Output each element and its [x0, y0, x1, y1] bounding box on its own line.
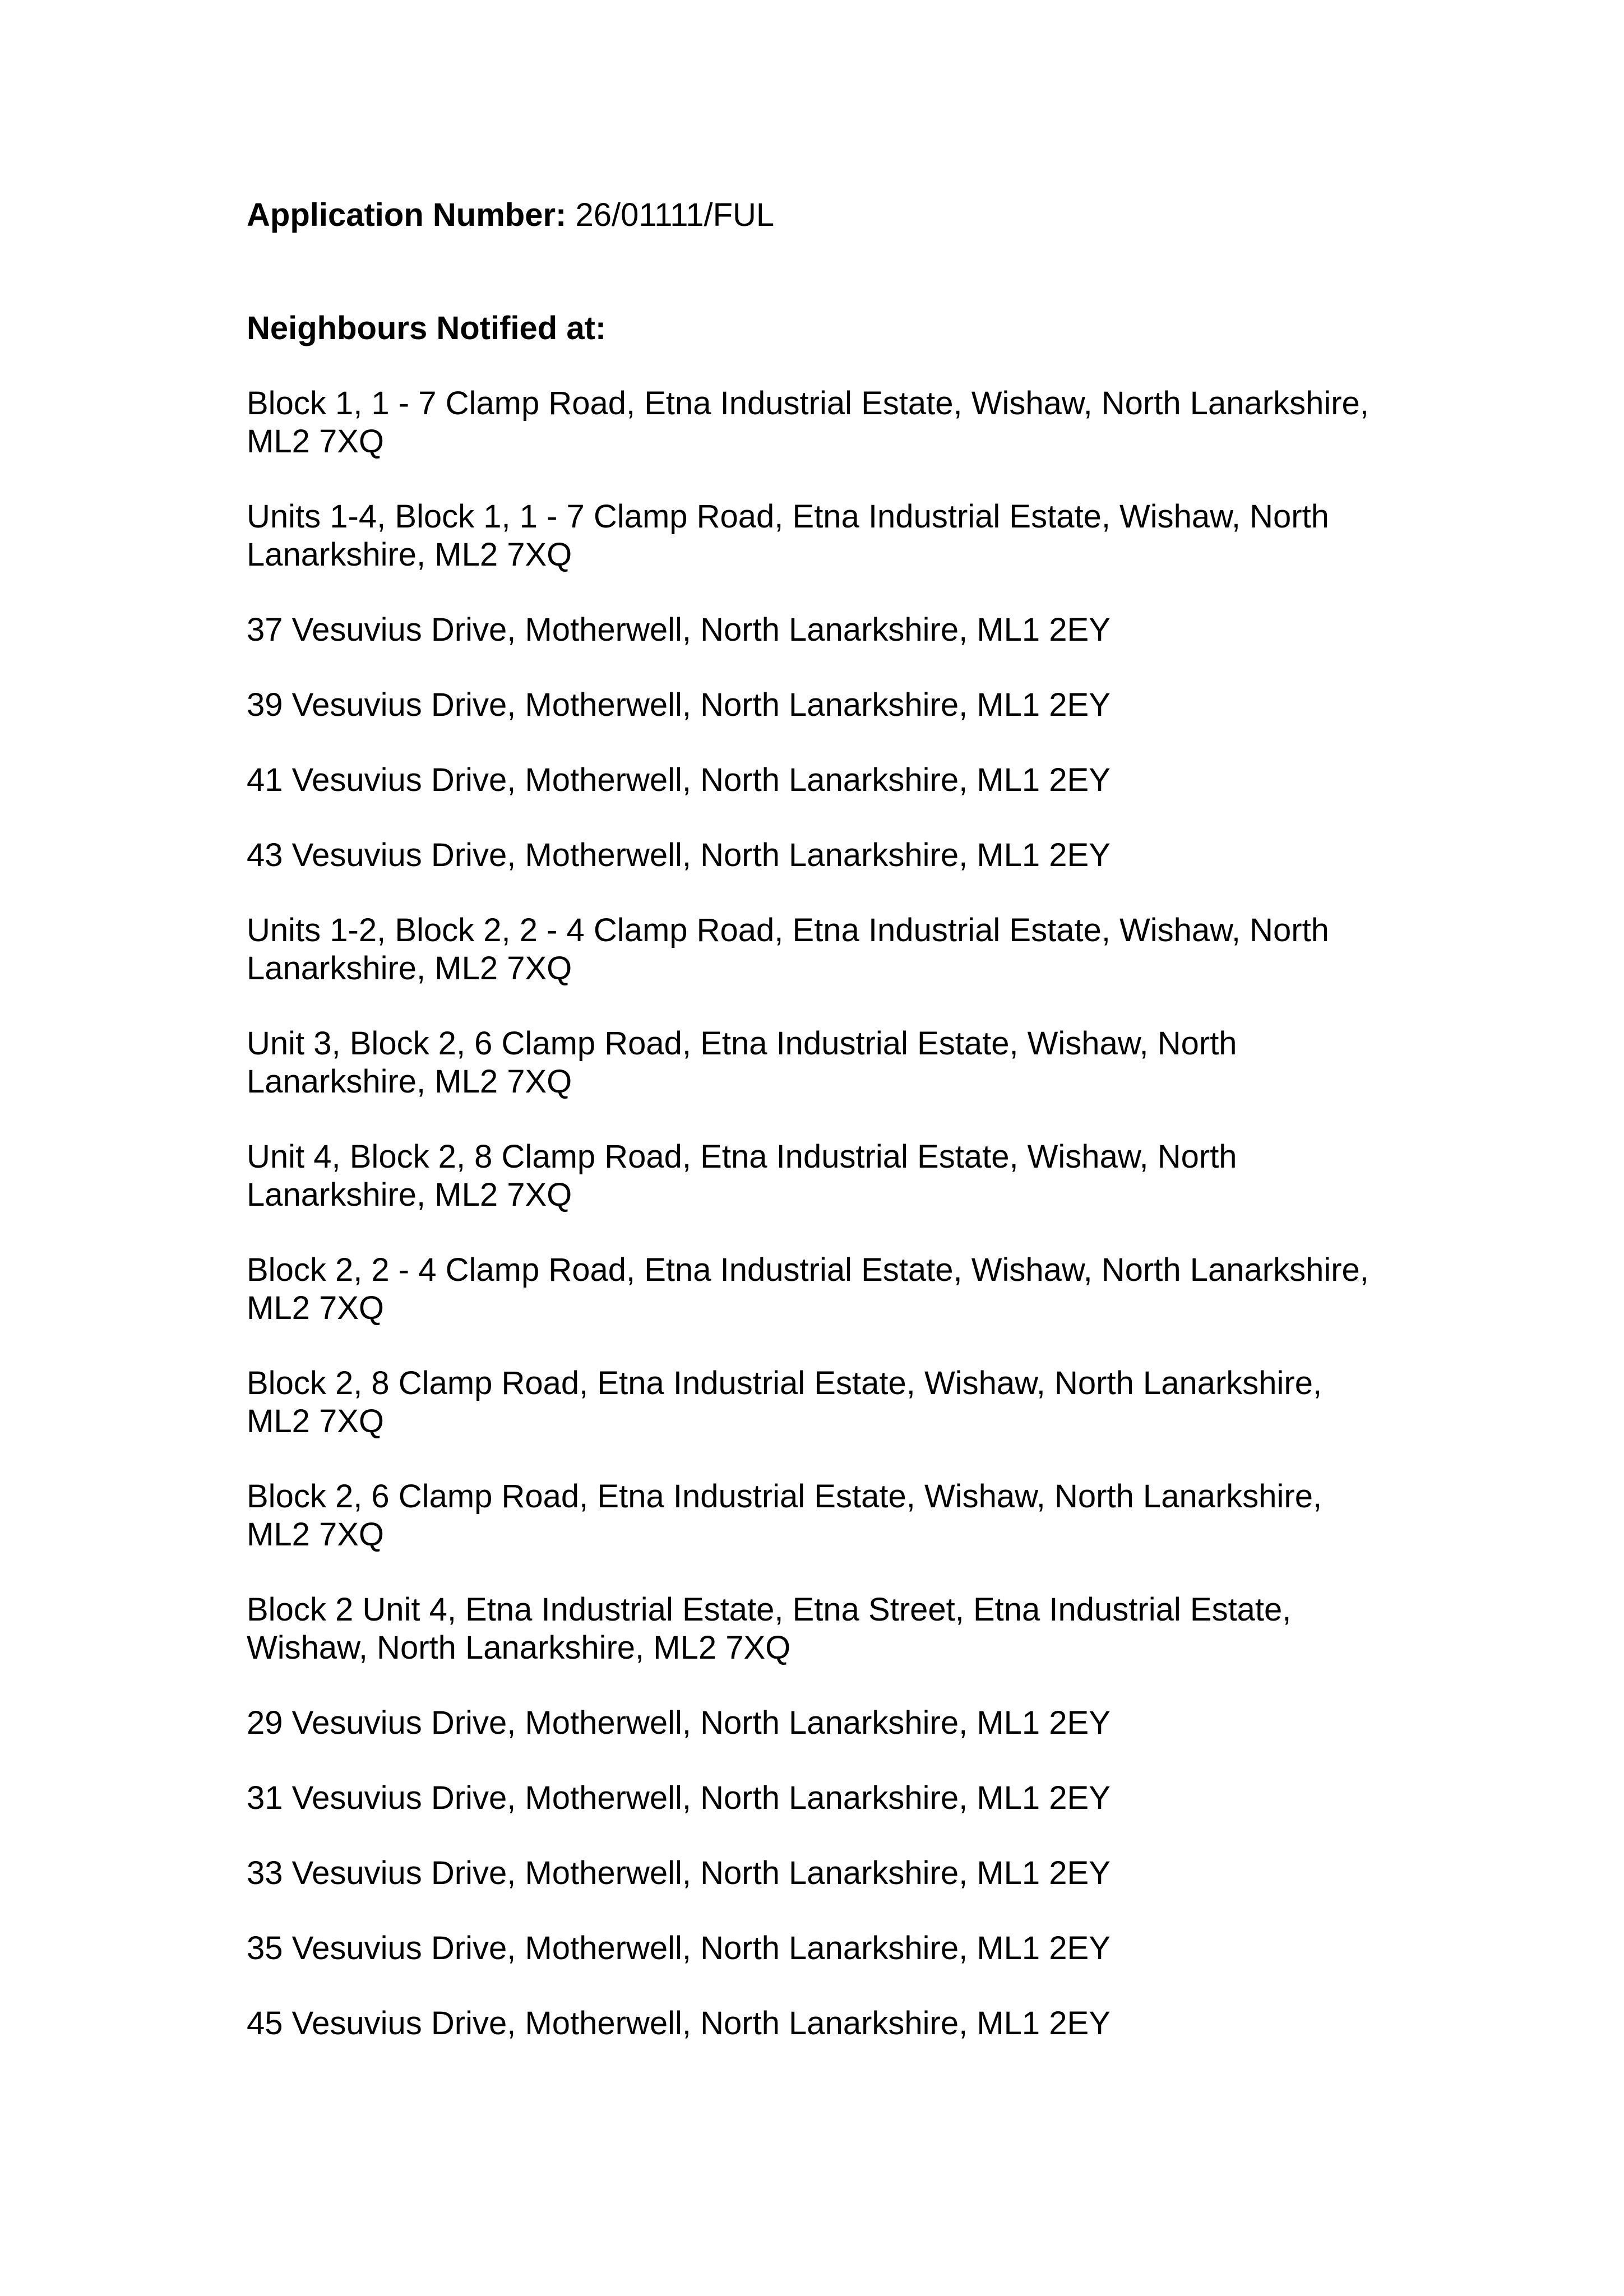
address-item — [247, 1251, 1413, 1327]
address-line: Lanarkshire, ML2 7XQ — [247, 950, 572, 987]
address-item — [247, 836, 1413, 874]
address-list — [247, 385, 1413, 2043]
application-number-line — [247, 196, 1413, 234]
address-item — [247, 498, 1413, 574]
address-line: 45 Vesuvius Drive, Motherwell, North Lanarkshire, ML1 2EY — [247, 2005, 1111, 2042]
address-line: ML2 7XQ — [247, 1516, 384, 1553]
address-item — [247, 1138, 1413, 1214]
address-line: Block 1, 1 - 7 Clamp Road, Etna Industrial Estate, Wishaw, North Lanarkshire, — [247, 385, 1369, 422]
address-line: Lanarkshire, ML2 7XQ — [247, 536, 572, 573]
address-line: Units 1-4, Block 1, 1 - 7 Clamp Road, Etna Industrial Estate, Wishaw, North — [247, 498, 1329, 535]
address-item — [247, 1025, 1413, 1101]
address-item — [247, 2005, 1413, 2043]
address-line: Lanarkshire, ML2 7XQ — [247, 1063, 572, 1100]
application-number-value: 26/01111/FUL — [575, 197, 775, 233]
address-line: ML2 7XQ — [247, 423, 384, 460]
address-item — [247, 1591, 1413, 1667]
address-line: ML2 7XQ — [247, 1290, 384, 1326]
address-item — [247, 385, 1413, 461]
address-item — [247, 761, 1413, 799]
address-line: Block 2, 6 Clamp Road, Etna Industrial Estate, Wishaw, North Lanarkshire, — [247, 1478, 1322, 1515]
address-line: Block 2, 8 Clamp Road, Etna Industrial Estate, Wishaw, North Lanarkshire, — [247, 1365, 1322, 1401]
address-line: Wishaw, North Lanarkshire, ML2 7XQ — [247, 1630, 791, 1666]
address-line: Lanarkshire, ML2 7XQ — [247, 1177, 572, 1213]
address-line: ML2 7XQ — [247, 1403, 384, 1439]
address-item — [247, 1364, 1413, 1441]
address-line: 31 Vesuvius Drive, Motherwell, North Lanarkshire, ML1 2EY — [247, 1780, 1111, 1816]
address-line: Block 2 Unit 4, Etna Industrial Estate, Etna Street, Etna Industrial Estate, — [247, 1591, 1292, 1628]
address-item — [247, 1779, 1413, 1817]
address-item — [247, 911, 1413, 988]
address-item — [247, 1929, 1413, 1968]
address-item — [247, 686, 1413, 724]
address-line: Units 1-2, Block 2, 2 - 4 Clamp Road, Etna Industrial Estate, Wishaw, North — [247, 912, 1329, 948]
address-item — [247, 1478, 1413, 1554]
application-number-label: Application Number: — [247, 197, 567, 233]
address-line: 33 Vesuvius Drive, Motherwell, North Lanarkshire, ML1 2EY — [247, 1855, 1111, 1891]
address-item — [247, 1854, 1413, 1892]
address-line: 43 Vesuvius Drive, Motherwell, North Lanarkshire, ML1 2EY — [247, 837, 1111, 873]
address-line: Unit 4, Block 2, 8 Clamp Road, Etna Industrial Estate, Wishaw, North — [247, 1138, 1237, 1175]
document-page — [247, 196, 1413, 2080]
neighbours-heading: Neighbours Notified at: — [247, 310, 607, 346]
address-line: 35 Vesuvius Drive, Motherwell, North Lanarkshire, ML1 2EY — [247, 1930, 1111, 1966]
address-line: 39 Vesuvius Drive, Motherwell, North Lanarkshire, ML1 2EY — [247, 687, 1111, 723]
address-item — [247, 1704, 1413, 1742]
address-line: Unit 3, Block 2, 6 Clamp Road, Etna Industrial Estate, Wishaw, North — [247, 1025, 1237, 1062]
address-line: Block 2, 2 - 4 Clamp Road, Etna Industrial Estate, Wishaw, North Lanarkshire, — [247, 1252, 1369, 1288]
address-line: 29 Vesuvius Drive, Motherwell, North Lanarkshire, ML1 2EY — [247, 1705, 1111, 1741]
address-line: 41 Vesuvius Drive, Motherwell, North Lanarkshire, ML1 2EY — [247, 762, 1111, 798]
address-line: 37 Vesuvius Drive, Motherwell, North Lanarkshire, ML1 2EY — [247, 612, 1111, 648]
address-item — [247, 611, 1413, 649]
